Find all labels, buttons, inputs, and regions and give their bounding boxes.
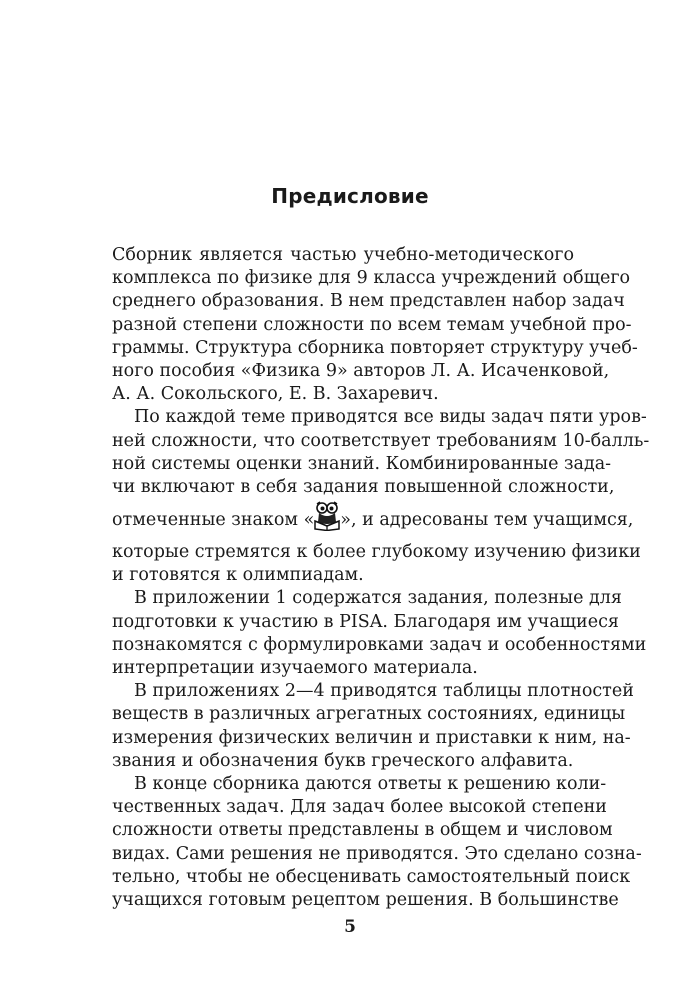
text-line: ной системы оценки знаний. Комбинированные зада- [112,453,612,474]
text-line: граммы. Структура сборника повторяет структуру учеб- [112,337,638,358]
page-number: 5 [344,917,356,937]
text-line: А. А. Сокольского, Е. В. Захаревич. [112,384,439,405]
text-line: звания и обозначения букв греческого алфавита. [112,750,574,771]
text-line [112,499,634,541]
text-line: которые стремятся к более глубокому изучению физики [112,542,641,563]
text-segment: », и адресованы тем учащимся, [340,510,634,531]
text-line: видах. Сами решения не приводятся. Это сделано созна- [112,843,642,864]
text-line: По каждой теме приводятся все виды задач пяти уров- [134,407,647,428]
text-line: сложности ответы представлены в общем и числовом [112,820,613,841]
body-text [112,244,650,912]
text-line: тельно, чтобы не обесценивать самостоятельный поиск [112,866,631,887]
text-line: среднего образования. В нем представлен набор задач [112,291,625,312]
text-line: разной степени сложности по всем темам учебной про- [112,314,632,335]
text-line: В приложениях 2—4 приводятся таблицы плотностей [134,681,634,702]
text-line: учащихся готовым рецептом решения. В большинстве [112,889,619,910]
text-line: комплекса по физике для 9 класса учреждений общего [112,268,631,289]
text-line: веществ в различных агрегатных состояниях, единицы [112,704,626,725]
text-line: познакомятся с формулировками задач и особенностями [112,634,647,655]
text-segment: отмеченные знаком « [112,510,315,531]
text-line: В приложении 1 содержатся задания, полезные для [134,588,622,609]
text-line: ного пособия «Физика 9» авторов Л. А. Исаченковой, [112,360,610,381]
text-line: чи включают в себя задания повышенной сложности, [112,476,615,497]
text-line: подготовки к участию в PISA. Благодаря им учащиеся [112,611,619,632]
text-line: и готовятся к олимпиадам. [112,565,364,586]
text-line: ней сложности, что соответствует требованиям 10-балль- [112,430,650,451]
text-line: чественных задач. Для задач более высокой степени [112,797,607,818]
page-title: Предисловие [271,184,429,208]
text-line: В конце сборника даются ответы к решению коли- [134,773,607,794]
text-line: измерения физических величин и приставки к ним, на- [112,727,631,748]
text-line: интерпретации изучаемого материала. [112,658,478,678]
owl-book-icon [314,501,340,531]
text-line: Сборник является частью учебно-методического [112,245,574,265]
